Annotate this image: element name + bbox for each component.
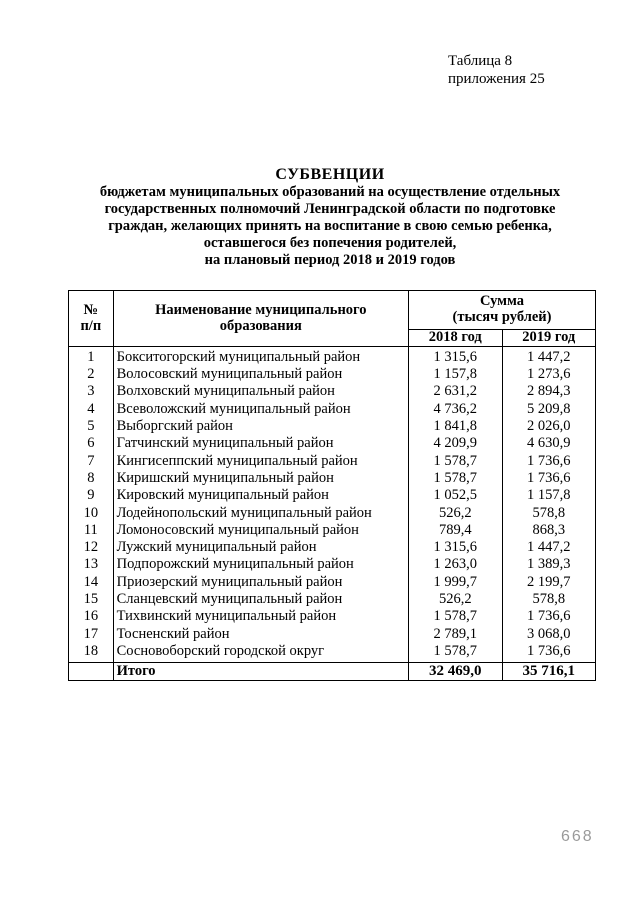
row-name: Тихвинский муниципальный район [113, 608, 408, 625]
row-number: 5 [69, 418, 114, 435]
title-main: СУБВЕНЦИИ [275, 166, 385, 183]
row-value-2018: 1 578,7 [409, 608, 503, 625]
row-value-2019: 1 447,2 [502, 347, 596, 367]
row-value-2018: 1 315,6 [409, 539, 503, 556]
table-row [69, 505, 596, 522]
table-row [69, 591, 596, 608]
header-name [113, 291, 408, 347]
row-number: 9 [69, 487, 114, 504]
row-name: Кировский муниципальный район [113, 487, 408, 504]
table-row [69, 608, 596, 625]
row-value-2019: 5 209,8 [502, 401, 596, 418]
row-number: 3 [69, 384, 114, 401]
row-name: Подпорожский муниципальный район [113, 557, 408, 574]
row-value-2018: 1 052,5 [409, 487, 503, 504]
row-value-2018: 1 578,7 [409, 453, 503, 470]
table-row [69, 453, 596, 470]
annex-table-number: Таблица 8 [448, 53, 513, 69]
total-2019: 35 716,1 [502, 663, 596, 681]
table-row [69, 487, 596, 504]
row-name: Волховский муниципальный район [113, 384, 408, 401]
row-number: 12 [69, 539, 114, 556]
row-name: Ломоносовский муниципальный район [113, 522, 408, 539]
row-name: Гатчинский муниципальный район [113, 435, 408, 452]
table-row [69, 539, 596, 556]
table-body [69, 347, 596, 663]
row-value-2018: 526,2 [409, 591, 503, 608]
row-number: 18 [69, 643, 114, 663]
row-value-2018: 1 841,8 [409, 418, 503, 435]
row-number: 6 [69, 435, 114, 452]
table-row [69, 470, 596, 487]
document-title [60, 166, 600, 269]
table-row [69, 347, 596, 367]
row-value-2018: 1 263,0 [409, 557, 503, 574]
row-name: Киришский муниципальный район [113, 470, 408, 487]
row-number: 7 [69, 453, 114, 470]
row-value-2019: 1 447,2 [502, 539, 596, 556]
page-number: 668 [561, 828, 594, 845]
header-sum [409, 291, 596, 330]
header-2018: 2018 год [409, 330, 503, 347]
row-number: 13 [69, 557, 114, 574]
row-number: 1 [69, 347, 114, 367]
row-value-2019: 2 894,3 [502, 384, 596, 401]
row-value-2018: 4 736,2 [409, 401, 503, 418]
row-value-2018: 2 789,1 [409, 626, 503, 643]
row-number: 16 [69, 608, 114, 625]
header-name-text: Наименование муниципального образования [155, 301, 367, 334]
row-number: 8 [69, 470, 114, 487]
row-value-2019: 1 736,6 [502, 470, 596, 487]
table-row [69, 435, 596, 452]
row-value-2018: 1 157,8 [409, 366, 503, 383]
row-value-2018: 1 578,7 [409, 643, 503, 663]
row-number: 4 [69, 401, 114, 418]
row-value-2018: 1 578,7 [409, 470, 503, 487]
row-name: Лодейнопольский муниципальный район [113, 505, 408, 522]
table-row [69, 626, 596, 643]
total-row [69, 663, 596, 681]
row-number: 17 [69, 626, 114, 643]
total-label: Итого [113, 663, 408, 681]
row-number: 11 [69, 522, 114, 539]
annex-label [448, 52, 545, 88]
title-line: оставшегося без попечения родителей, [203, 235, 457, 251]
header-number-text: № п/п [80, 301, 102, 334]
row-name: Приозерский муниципальный район [113, 574, 408, 591]
row-value-2019: 1 157,8 [502, 487, 596, 504]
row-value-2018: 789,4 [409, 522, 503, 539]
row-name: Сланцевский муниципальный район [113, 591, 408, 608]
header-2019: 2019 год [502, 330, 596, 347]
header-number [69, 291, 114, 347]
table-row [69, 418, 596, 435]
title-line: на плановый период 2018 и 2019 годов [204, 252, 456, 268]
row-value-2019: 2 026,0 [502, 418, 596, 435]
row-value-2018: 2 631,2 [409, 384, 503, 401]
row-number: 2 [69, 366, 114, 383]
row-number: 15 [69, 591, 114, 608]
row-value-2019: 578,8 [502, 591, 596, 608]
row-value-2019: 1 736,6 [502, 453, 596, 470]
table-row [69, 574, 596, 591]
table-row [69, 643, 596, 663]
row-value-2019: 1 736,6 [502, 643, 596, 663]
total-num-cell [69, 663, 114, 681]
row-value-2019: 868,3 [502, 522, 596, 539]
row-value-2019: 4 630,9 [502, 435, 596, 452]
total-2018: 32 469,0 [409, 663, 503, 681]
row-value-2018: 526,2 [409, 505, 503, 522]
row-value-2018: 4 209,9 [409, 435, 503, 452]
subvention-table [68, 290, 596, 681]
row-value-2019: 1 389,3 [502, 557, 596, 574]
row-name: Тосненский район [113, 626, 408, 643]
table-row [69, 384, 596, 401]
row-name: Бокситогорский муниципальный район [113, 347, 408, 367]
row-name: Кингисеппский муниципальный район [113, 453, 408, 470]
row-name: Выборгский район [113, 418, 408, 435]
row-name: Волосовский муниципальный район [113, 366, 408, 383]
row-value-2019: 1 736,6 [502, 608, 596, 625]
title-line: граждан, желающих принять на воспитание в свою семью ребенка, [108, 218, 552, 234]
row-name: Лужский муниципальный район [113, 539, 408, 556]
row-value-2019: 578,8 [502, 505, 596, 522]
table-row [69, 522, 596, 539]
row-value-2018: 1 999,7 [409, 574, 503, 591]
row-value-2019: 2 199,7 [502, 574, 596, 591]
row-value-2018: 1 315,6 [409, 347, 503, 367]
row-name: Всеволожский муниципальный район [113, 401, 408, 418]
table-row [69, 401, 596, 418]
title-line: государственных полномочий Ленинградской области по подготовке [104, 201, 556, 217]
row-number: 10 [69, 505, 114, 522]
row-value-2019: 3 068,0 [502, 626, 596, 643]
table-row [69, 366, 596, 383]
row-value-2019: 1 273,6 [502, 366, 596, 383]
row-number: 14 [69, 574, 114, 591]
annex-appendix-number: приложения 25 [448, 71, 545, 87]
header-sum-text: Сумма (тысяч рублей) [452, 293, 552, 325]
row-name: Сосновоборский городской округ [113, 643, 408, 663]
table-row [69, 557, 596, 574]
title-line: бюджетам муниципальных образований на осуществление отдельных [99, 184, 561, 200]
